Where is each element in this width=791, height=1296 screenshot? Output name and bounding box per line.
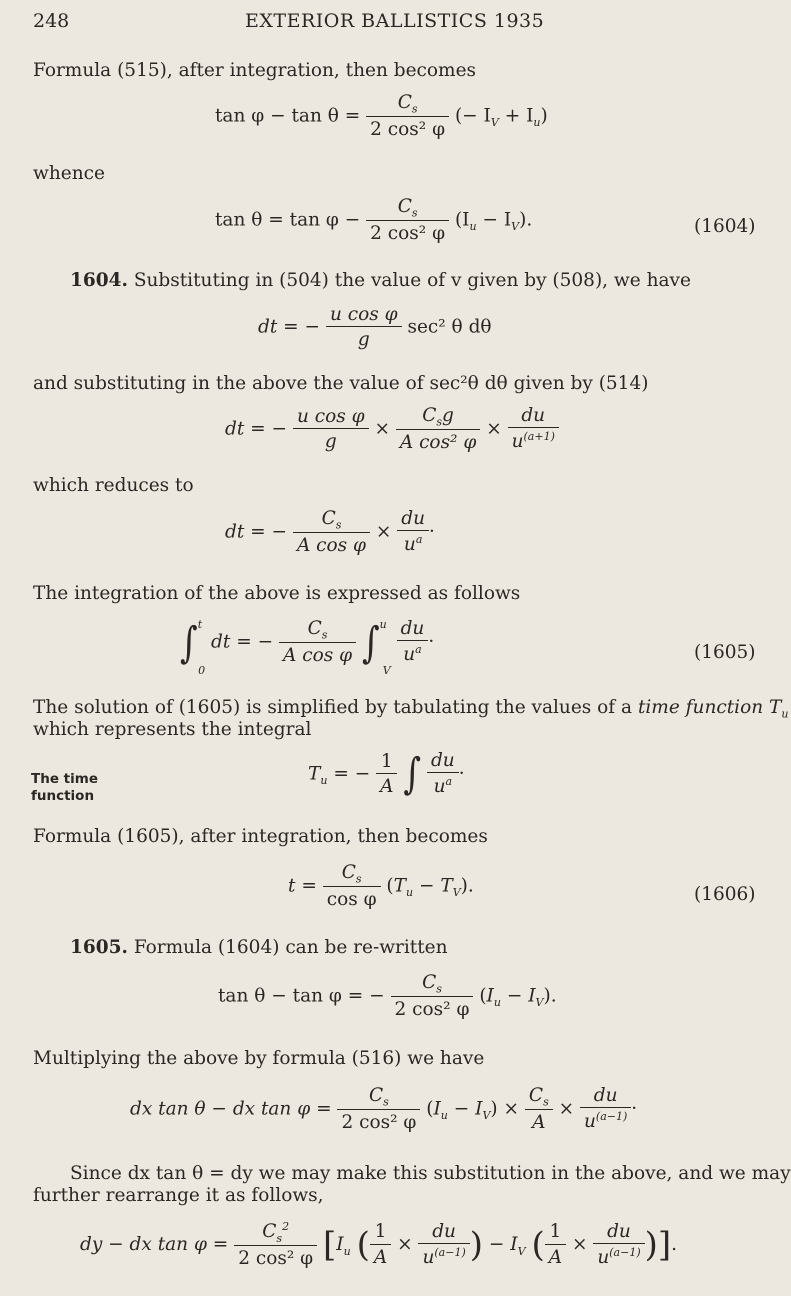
equation-9: tan θ − tan φ = − $\frac{C_s}{\text{2 cos² φ}}$ $(I_u - I_V)$. (218, 972, 557, 1020)
fraction: $\frac{C_s}{A}$ (525, 1085, 553, 1134)
numerator: u cos φ (296, 405, 365, 427)
numerator: C (397, 196, 412, 217)
paragraph: further rearrange it as follows, (33, 1185, 324, 1206)
fraction (293, 406, 369, 453)
equation-5: dt = − $\frac{C_s}{\text{A cos φ}}$ × $\frac{du}{u^a}$ · (225, 508, 435, 556)
left-bracket: [ (323, 1225, 337, 1266)
numerator: 1 (549, 1221, 562, 1243)
section-number: 1605. (70, 937, 128, 958)
paragraph: Formula (1605), after integration, then becomes (33, 826, 488, 847)
numerator: C (422, 972, 437, 993)
fraction (370, 1221, 391, 1268)
section-text: Formula (1604) can be re-written (133, 937, 448, 958)
denominator: A cos φ (293, 532, 370, 557)
fraction: $\frac{C_s}{\text{A cos φ}}$ (279, 618, 356, 667)
denominator: g (326, 326, 402, 351)
eq1-rhs-b: + I (504, 105, 534, 127)
equation-10: dx tan θ − dx tan φ = $\frac{C_s}{\text{2 cos² φ}}$ $(I_u - I_V)$ × $\frac{C_s}{A}$ × $\frac{du}{u^{(a-1)}}$ · (130, 1085, 638, 1133)
numerator: u cos φ (329, 304, 398, 325)
right-paren: ) (469, 1225, 484, 1266)
fraction: $\frac{C_sg}{\text{A cos² φ}}$ (396, 405, 480, 454)
section-1605 (70, 937, 448, 958)
denominator: 2 cos² φ (391, 996, 474, 1021)
denominator: A (525, 1109, 553, 1134)
denominator: u (583, 1111, 596, 1133)
numerator: C (341, 862, 356, 883)
denominator: A (545, 1244, 566, 1269)
equation-11: dy − dx tan φ = $\frac{C_s^2}{\text{2 cos² φ}}$ [$I_u$ ( $\frac{1}{A}$ × $\frac{du}{u^{(a-1)}}$ ) − $I_V$ ( $\frac{1}{A}$ × $\frac{du}{u^{(a-1)}}$ )]. (80, 1220, 678, 1270)
margin-note (31, 771, 98, 805)
denominator: u (422, 1247, 435, 1269)
numerator: 1 (380, 750, 393, 772)
whence: whence (33, 163, 105, 184)
fraction: $\frac{du}{u^a}$ (427, 750, 459, 799)
paragraph: and substituting in the above the value of sec²θ dθ given by (514) (33, 373, 649, 394)
right-bracket: ] (657, 1225, 672, 1266)
numerator: du (400, 618, 425, 640)
fraction: $\frac{du}{u^a}$ (397, 508, 429, 557)
running-title: EXTERIOR BALLISTICS 1935 (245, 10, 545, 32)
denominator: 2 cos² φ (366, 116, 449, 141)
paragraph: which reduces to (33, 475, 194, 496)
page-number: 248 (33, 10, 70, 32)
numerator: du (593, 1085, 618, 1107)
paragraph: Multiplying the above by formula (516) we have (33, 1048, 485, 1069)
denominator: A (376, 773, 397, 798)
left-paren: ( (531, 1225, 545, 1266)
denominator: 2 cos² φ (234, 1245, 317, 1270)
equation-1605: ∫$^t_0$ dt = − $\frac{C_s}{\text{A cos φ}}$ ∫$^u_V$ $\frac{du}{u^a}$ · (180, 617, 435, 677)
denominator: 2 cos² φ (366, 220, 449, 245)
left-paren: ( (356, 1225, 370, 1266)
denominator: u (403, 644, 416, 666)
denominator: cos φ (323, 886, 381, 911)
equation-number: (1606) (694, 884, 756, 905)
fraction: $\frac{du}{u^a}$ (397, 618, 429, 667)
fraction: $\frac{C_s}{\text{A cos φ}}$ (293, 508, 370, 557)
eq5-lhs: dt = − (225, 521, 288, 543)
integral-sign: ∫ (361, 617, 380, 668)
eq2-lhs: tan θ = tan φ − (215, 209, 361, 231)
equation-4: dt = − $\frac{\text{u cos φ}}{g}$ × $\frac{C_sg}{\text{A cos² φ}}$ × $\frac{du}{u^{(a+1)}}$ (225, 405, 559, 454)
eq11-lhs: dy − dx tan φ = (80, 1234, 229, 1256)
margin-note-line: function (31, 788, 95, 804)
denominator: u (511, 431, 524, 453)
section-text: Substituting in (504) the value of v given by (508), we have (133, 270, 691, 291)
paragraph: Since dx tan θ = dy we may make this substitution in the above, and we may (70, 1163, 791, 1184)
fraction: $\frac{du}{u^{(a-1)}}$ (593, 1221, 644, 1270)
fraction: $\frac{C_s}{\text{2 cos² φ}}$ (337, 1085, 420, 1134)
right-paren: ) (644, 1225, 658, 1266)
denominator: A (370, 1244, 391, 1269)
text-run: The solution of (1605) is simplified by tabulating the values of a (33, 697, 638, 718)
numerator: du (430, 750, 455, 771)
eq2-rhs: (I (454, 209, 470, 231)
equation-1604: tan θ = tan φ − $\frac{C_s}{\text{2 cos² φ}}$ $(I_u - I_V)$. (215, 196, 533, 244)
equation-1606: t = $\frac{C_s}{\text{cos φ}}$ $(T_u - T_V)$. (288, 862, 474, 910)
denominator: 2 cos² φ (337, 1109, 420, 1134)
numerator: du (607, 1220, 631, 1242)
fraction: $\frac{C_s}{\text{2 cos² φ}}$ (366, 196, 449, 245)
fraction: $\frac{du}{u^{(a+1)}}$ (508, 405, 559, 454)
equation-3 (258, 304, 492, 351)
eq3-rhs: sec² θ dθ (407, 316, 492, 338)
fraction: $\frac{C_s}{\text{2 cos² φ}}$ (391, 972, 474, 1021)
equation-number: (1604) (694, 216, 756, 237)
section-1604 (70, 270, 691, 291)
numerator: du (401, 508, 426, 530)
paragraph: which represents the integral (33, 719, 312, 740)
eq7-lhs: T (308, 763, 321, 785)
denominator: u (433, 776, 446, 798)
numerator: C (397, 92, 412, 113)
eq10-lhs: dx tan θ − dx tan φ = (130, 1098, 332, 1120)
fraction: $\frac{C_s}{\text{2 cos² φ}}$ (366, 92, 449, 141)
fraction: $\frac{du}{u^{(a-1)}}$ (418, 1221, 469, 1270)
equation-number: (1605) (694, 642, 756, 663)
eq8-lhs: t = (288, 875, 317, 897)
subscript: u (781, 707, 789, 721)
margin-note-line: The time (31, 771, 98, 787)
eq9-lhs: tan θ − tan φ = − (218, 985, 385, 1007)
eq6-lhs: dt = − (211, 631, 274, 653)
integral-sign: ∫ (403, 749, 422, 800)
eq1-lhs: tan φ − tan θ = (215, 105, 361, 127)
numerator: C (369, 1085, 384, 1106)
paragraph (33, 697, 788, 721)
numerator: C (262, 1221, 277, 1243)
paragraph: The integration of the above is expressed as follows (33, 583, 521, 604)
fraction: $\frac{du}{u^{(a-1)}}$ (580, 1085, 631, 1134)
equation-1: tan φ − tan θ = $\frac{C_s}{\text{2 cos² φ}}$ (− $I_V + I_u$) (215, 92, 548, 140)
numerator: C (528, 1085, 544, 1106)
numerator: C (422, 405, 437, 426)
eq1-rhs: (− I (454, 105, 491, 127)
numerator: du (432, 1220, 456, 1242)
denominator: A cos² φ (396, 429, 480, 454)
fraction: $\frac{C_s}{\text{cos φ}}$ (323, 862, 381, 911)
fraction (326, 304, 402, 351)
fraction (545, 1221, 566, 1268)
section-number: 1604. (70, 270, 128, 291)
text-run-italic: time function T (637, 697, 782, 718)
numerator: du (521, 405, 546, 427)
equation-time-function: $T_u$ = − $\frac{1}{A}$ ∫ $\frac{du}{u^a}$ · (308, 749, 465, 800)
numerator: 1 (374, 1221, 387, 1243)
fraction: $\frac{C_s^2}{\text{2 cos² φ}}$ (234, 1220, 317, 1270)
denominator: A cos φ (279, 642, 356, 667)
numerator: C (307, 618, 322, 639)
denominator: u (597, 1247, 610, 1269)
eq3-lhs: dt = − (258, 316, 321, 338)
eq4-lhs: dt = − (225, 418, 288, 440)
denominator: u (403, 534, 416, 556)
denominator: g (293, 428, 369, 453)
paragraph: Formula (515), after integration, then becomes (33, 60, 477, 81)
numerator: C (321, 508, 336, 529)
fraction (376, 751, 397, 798)
integral-sign: ∫ (180, 617, 198, 668)
